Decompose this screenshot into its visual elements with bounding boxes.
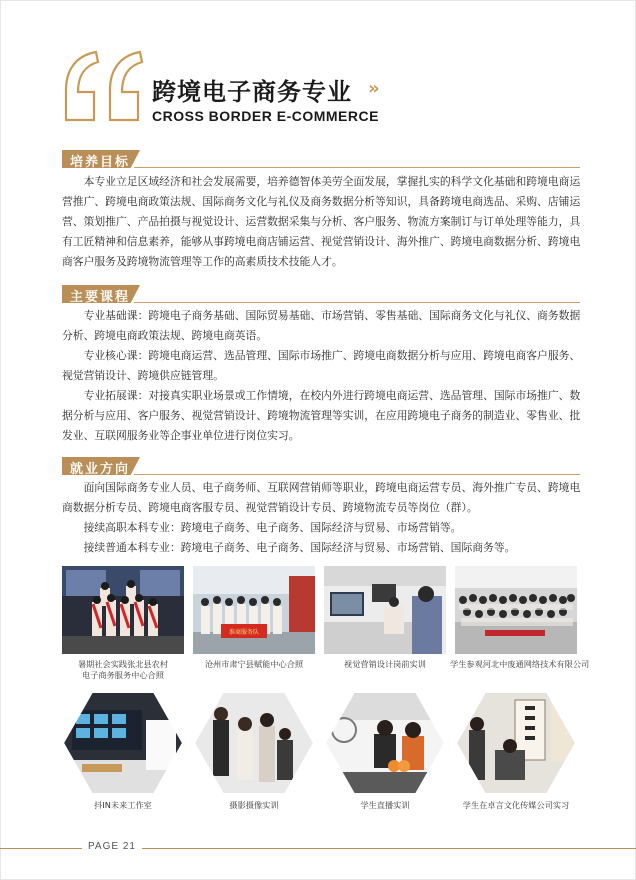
- hex-photo-photography: [193, 690, 315, 796]
- section-label-goal: 培养目标: [70, 155, 131, 170]
- hex-photo-internship: [455, 690, 577, 796]
- section-divider: [134, 302, 580, 303]
- page-subtitle-en: CROSS BORDER E-COMMERCE: [152, 108, 379, 124]
- courses-ext: 专业拓展课：对接真实职业场景或工作情境，在校内外进行跨境电商运营、选品管理、国际市场推广、数据分析与应用、客户服务、视觉营销设计、跨境物流管理等实训，在应用跨境电子商务的制造业、零售业、批发业、互联网服务业等企事业单位进行岗位实习。: [62, 389, 581, 442]
- page-number: PAGE 21: [82, 841, 142, 852]
- goal-paragraph: [62, 172, 584, 272]
- hex-caption-2: 摄影摄像实训: [229, 800, 279, 810]
- section-header-courses: [62, 285, 580, 303]
- photo-design-training: [324, 566, 446, 654]
- hex-photo-livestream: [324, 690, 446, 796]
- section-divider: [134, 167, 580, 168]
- jobs-text: 面向国际商务专业人员、电子商务师、互联网营销师等职业，跨境电商运营专员、海外推广专员、跨境电商数据分析专员、跨境电商客服专员、视觉营销设计专员、跨境物流专员等岗位（群）。: [62, 481, 581, 514]
- section-header-goal: [62, 150, 580, 168]
- hex-caption-4: 学生在卓言文化传媒公司实习: [462, 800, 570, 810]
- courses-basic: 专业基础课：跨境电子商务基础、国际贸易基础、市场营销、零售基础、国际商务文化与礼仪、商务数据分析、跨境电商政策法规、跨境电商英语。: [62, 309, 581, 342]
- goal-text: 本专业立足区域经济和社会发展需要，培养德智体美劳全面发展，掌握扎实的科学文化基础和跨境电商运营推广、跨境电商政策法规、国际商务文化与礼仪及商务数据分析等知识，具备跨境电商选品、采购、店铺运营、策划推广、产品拍摄与视觉设计、运营数据采集与分析、客户服务、物流方案制订与订单处理等能力，具有工匠精神和信息素养，能够从事跨境电商店铺运营、视觉营销设计、海外推广、跨境电商数据分析、跨境电商客户服务及跨境物流管理等工作的高素质技术技能人才。: [62, 175, 581, 268]
- banner-text: 淮商服务队: [228, 629, 260, 636]
- quote-mark-icon: [60, 46, 148, 126]
- hex-caption-1: 抖IN未来工作室: [94, 800, 152, 810]
- photo-caption-4: 学生参观河北中废通网络技术有限公司: [450, 659, 590, 669]
- section-label-courses: 主要课程: [70, 290, 131, 305]
- courses-core: 专业核心课：跨境电商运营、选品管理、国际市场推广、跨境电商数据分析与应用、跨境电商客户服务、视觉营销设计、跨境供应链管理。: [62, 349, 581, 382]
- photo-group-red-sashes: [62, 566, 184, 654]
- photo-group-banner: [193, 566, 315, 654]
- courses-paragraph: [62, 306, 584, 446]
- jobs-higher-vocational: 接续高职本科专业：跨境电子商务、电子商务、国际经济与贸易、市场营销等。: [83, 521, 462, 534]
- jobs-paragraph: [62, 478, 584, 558]
- photo-caption-2: 沧州市肃宁县赋能中心合照: [204, 659, 304, 669]
- page-title: 跨境电子商务专业: [152, 78, 352, 106]
- jobs-undergraduate: 接续普通本科专业：跨境电子商务、电子商务、国际经济与贸易、市场营销、国际商务等。: [83, 541, 516, 554]
- photo-caption-3: 视觉营销设计岗前实训: [344, 659, 426, 669]
- hex-caption-3: 学生直播实训: [360, 800, 410, 810]
- section-header-jobs: [62, 457, 580, 475]
- title-arrow-icon: »: [368, 78, 377, 99]
- photo-caption-1: 暑期社会实践张北县农村 电子商务服务中心合照: [77, 659, 169, 680]
- section-divider: [134, 474, 580, 475]
- section-label-jobs: 就业方向: [70, 462, 131, 477]
- photo-company-visit: [455, 566, 577, 654]
- hex-photo-studio: [62, 690, 184, 796]
